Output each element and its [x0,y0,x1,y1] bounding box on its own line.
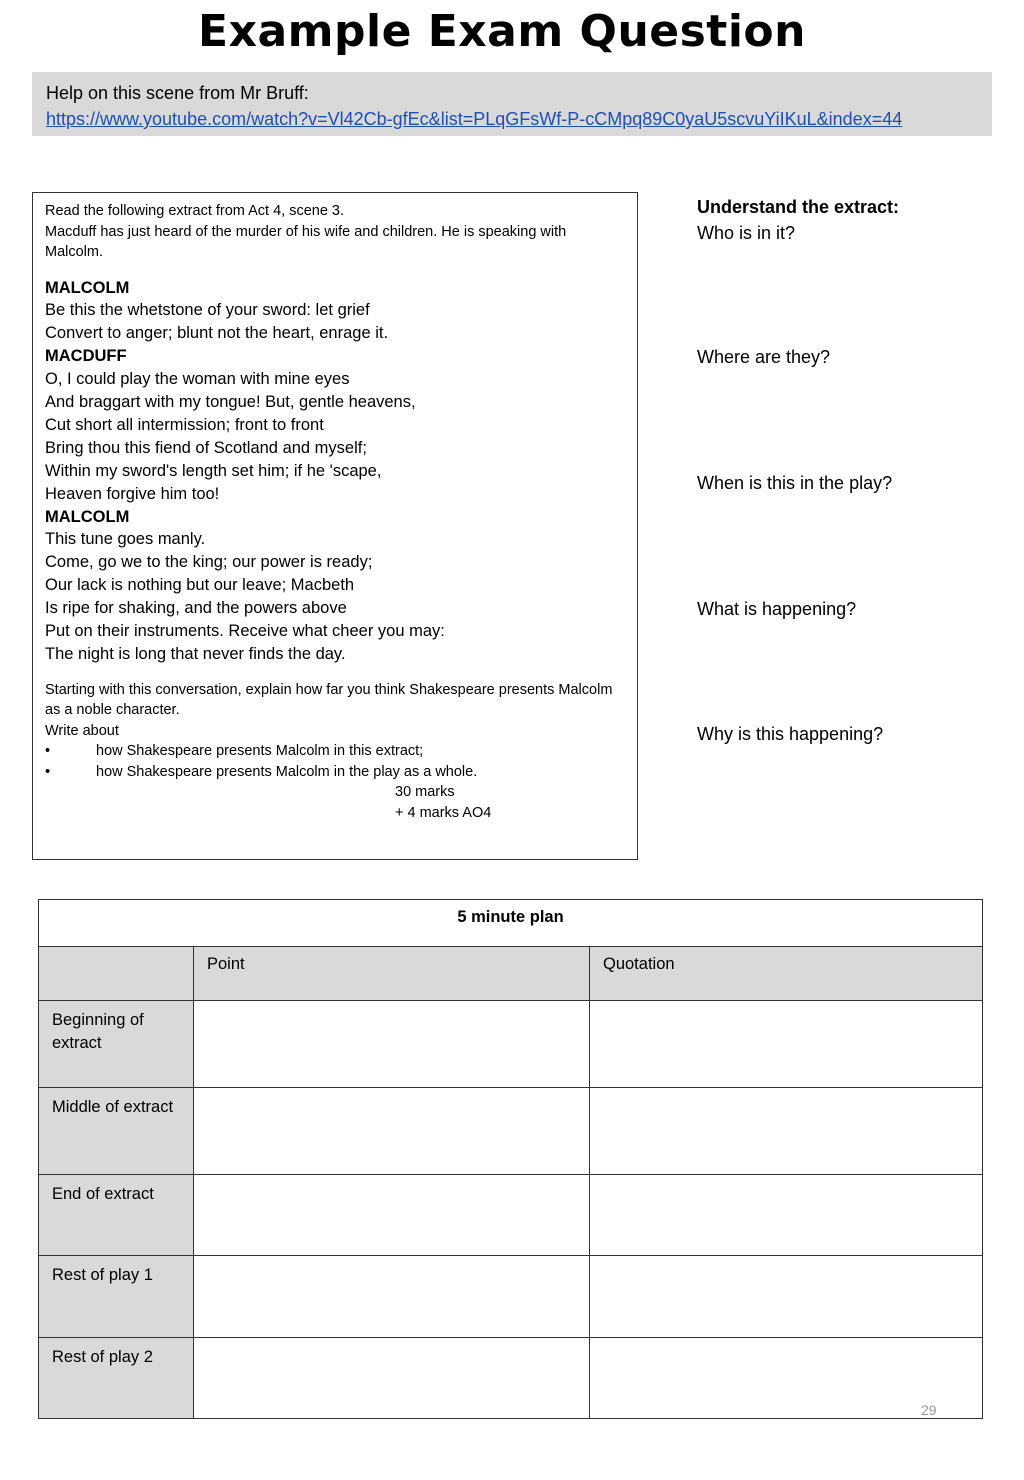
quotation-cell[interactable] [590,1175,983,1256]
column-header-point: Point [194,947,590,1001]
bullet-marker: • [45,743,51,760]
bullet-marker: • [45,763,51,780]
verse-line: Within my sword's length set him; if he 'scape, [45,461,382,480]
extract-intro-1: Read the following extract from Act 4, scene 3. [45,203,345,219]
write-about: Write about [45,722,119,739]
question-why: Why is this happening? [697,724,884,744]
row-label: Beginning of extract [39,1001,194,1088]
verse-line: Our lack is nothing but our leave; Macbeth [45,576,355,595]
plan-corner-cell [39,947,194,1001]
point-cell[interactable] [194,1001,590,1088]
point-cell[interactable] [194,1256,590,1338]
verse-line: O, I could play the woman with mine eyes [45,370,350,389]
marks-total: 30 marks [395,784,455,801]
point-cell[interactable] [194,1088,590,1175]
youtube-link[interactable]: https://www.youtube.com/watch?v=Vl42Cb-gfEc&list=PLqGFsWf-P-cCMpq89C0yaU5scvuYiIKuL&index=44 [46,109,903,129]
extract-box [32,192,638,860]
speaker-name: MACDUFF [45,347,127,366]
extract-intro-2: Macduff has just heard of the murder of his wife and children. He is speaking with Malcolm. [45,223,567,260]
row-label: Rest of play 2 [39,1338,194,1419]
bullet-item [45,741,625,762]
understand-heading: Understand the extract: [697,197,900,217]
help-box [32,72,992,136]
help-text: Help on this scene from Mr Bruff: [46,83,309,103]
verse-line: And braggart with my tongue! But, gentle heavens, [45,393,416,412]
verse-line: Convert to anger; blunt not the heart, enrage it. [45,324,389,343]
verse-line: Be this the whetstone of your sword: let grief [45,301,370,320]
point-cell[interactable] [194,1338,590,1419]
quotation-cell[interactable] [590,1256,983,1338]
row-label: Middle of extract [39,1088,194,1175]
column-header-quotation: Quotation [590,947,983,1001]
question-who: Who is in it? [697,223,796,243]
verse-line: Cut short all intermission; front to front [45,415,324,434]
verse-line: Heaven forgive him too! [45,484,220,503]
table-row [39,1175,983,1256]
row-label: Rest of play 1 [39,1256,194,1338]
quotation-cell[interactable] [590,1001,983,1088]
table-row [39,1256,983,1338]
plan-caption: 5 minute plan [39,900,983,947]
page-number: 29 [921,1402,937,1418]
verse-line: Put on their instruments. Receive what cheer you may: [45,622,445,641]
marks-ao4: + 4 marks AO4 [395,804,492,821]
verse-line: The night is long that never finds the day. [45,645,346,663]
speaker-name: MALCOLM [45,507,130,526]
bullet-item [45,762,625,783]
verse-line: This tune goes manly. [45,530,206,549]
bullet-text: how Shakespeare presents Malcolm in this extract; [96,743,424,760]
speaker-name: MALCOLM [45,278,130,297]
plan-table [38,899,983,1419]
verse-line: Bring thou this fiend of Scotland and myself; [45,438,367,457]
extract-verse [45,277,625,666]
question-what: What is happening? [697,599,857,619]
bullet-text: how Shakespeare presents Malcolm in the play as a whole. [96,763,478,780]
row-label: End of extract [39,1175,194,1256]
table-row [39,1338,983,1419]
verse-line: Come, go we to the king; our power is ready; [45,553,373,572]
question-where: Where are they? [697,347,831,367]
point-cell[interactable] [194,1175,590,1256]
question-when: When is this in the play? [697,473,893,493]
table-row [39,1001,983,1088]
verse-line: Is ripe for shaking, and the powers above [45,599,347,618]
page-title: Example Exam Question [198,6,806,57]
quotation-cell[interactable] [590,1088,983,1175]
table-row [39,1088,983,1175]
task-text: Starting with this conversation, explain how far you think Shakespeare presents Malcolm as a noble character. [45,681,613,719]
